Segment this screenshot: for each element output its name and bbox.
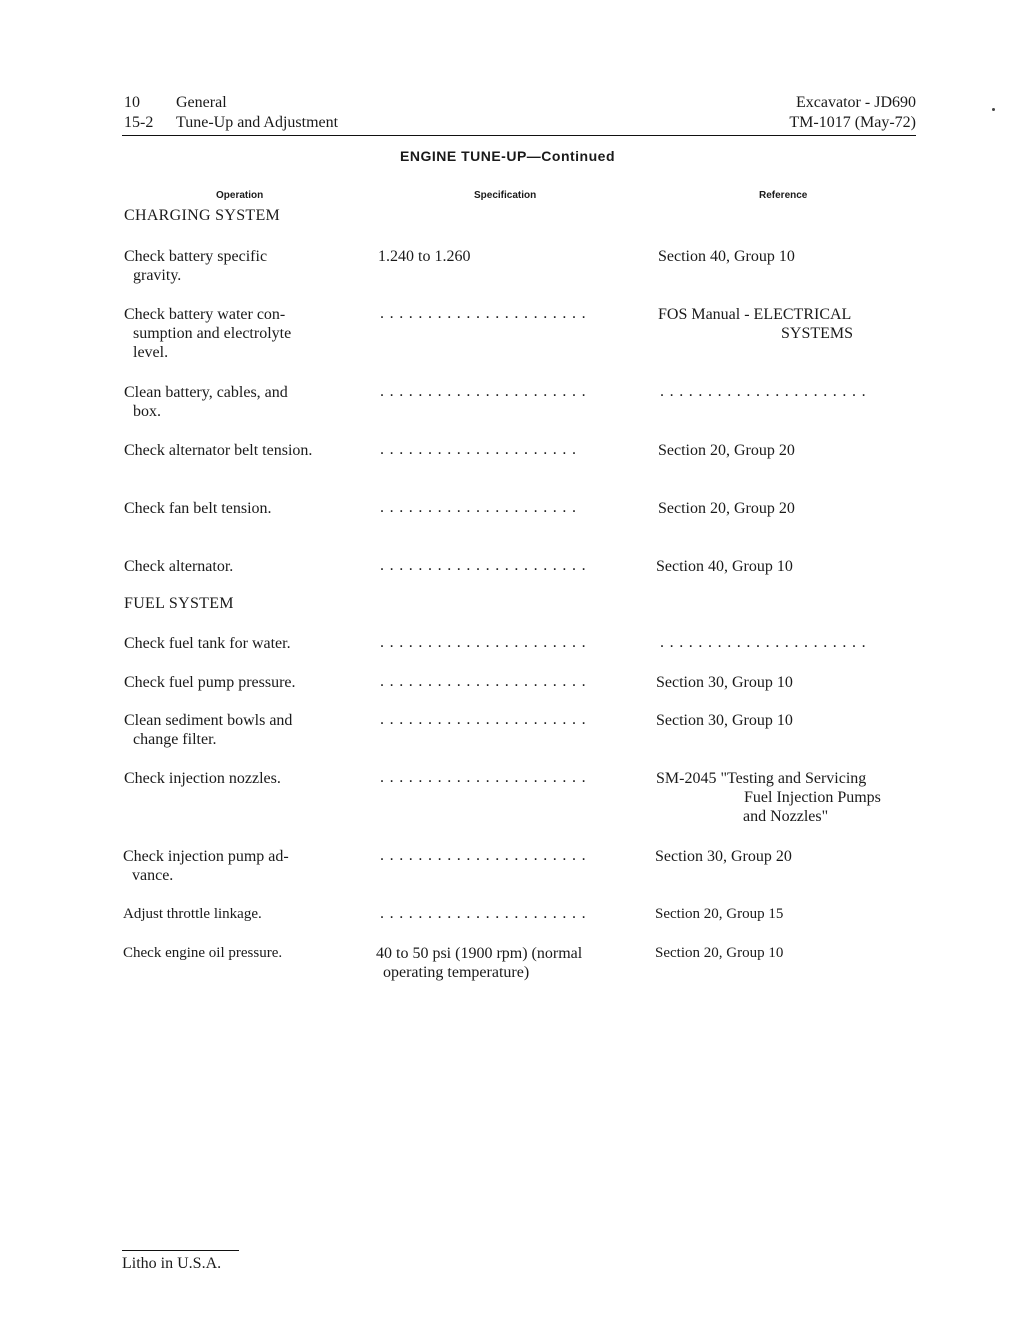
row-specification-leader: ......................: [380, 905, 592, 922]
row-reference: Section 40, Group 10: [658, 248, 795, 265]
operation-line: Check battery water con-: [124, 306, 286, 323]
row-specification: [376, 944, 582, 982]
row-reference: Section 20, Group 20: [658, 442, 795, 459]
column-header-operation: Operation: [216, 190, 264, 201]
row-specification-leader: ......................: [380, 383, 592, 400]
row-reference: Section 20, Group 10: [655, 945, 784, 961]
row-operation: [124, 305, 291, 362]
row-specification-leader: ......................: [380, 634, 592, 651]
row-operation: Check fan belt tension.: [124, 500, 272, 517]
section-heading-fuel: FUEL SYSTEM: [124, 595, 234, 612]
footer-imprint: Litho in U.S.A.: [122, 1255, 222, 1272]
header-manual-id: TM-1017 (May-72): [789, 114, 916, 131]
section-heading-charging: CHARGING SYSTEM: [124, 207, 281, 224]
row-reference: Section 20, Group 20: [658, 500, 795, 517]
operation-line: box.: [133, 403, 161, 420]
header-section-title: General: [176, 94, 227, 111]
row-operation: [123, 847, 289, 885]
row-reference: [656, 769, 881, 826]
row-reference: Section 30, Group 10: [656, 674, 793, 691]
row-specification-leader: ......................: [380, 557, 592, 574]
reference-line: and Nozzles": [743, 808, 829, 825]
row-specification-leader: ......................: [380, 305, 592, 322]
row-operation: [124, 383, 288, 421]
row-operation: Check injection nozzles.: [124, 770, 281, 787]
row-operation: [124, 247, 267, 285]
header-group-number: 15-2: [124, 114, 154, 131]
row-specification-leader: ......................: [380, 769, 592, 786]
footer-rule: [122, 1250, 239, 1251]
row-specification-leader: .....................: [380, 499, 582, 516]
row-reference: Section 30, Group 10: [656, 712, 793, 729]
row-operation: Adjust throttle linkage.: [123, 906, 262, 922]
column-header-specification: Specification: [474, 190, 537, 201]
operation-line: change filter.: [133, 731, 217, 748]
header-rule: [122, 135, 916, 136]
row-operation: [124, 711, 292, 749]
reference-line: Fuel Injection Pumps: [744, 789, 881, 806]
reference-line: SM-2045 "Testing and Servicing: [656, 770, 867, 787]
page-title: ENGINE TUNE-UP—Continued: [400, 148, 615, 164]
row-reference: Section 20, Group 15: [655, 906, 784, 922]
row-reference-leader: ......................: [660, 634, 872, 651]
operation-line: Check injection pump ad-: [123, 848, 289, 865]
row-operation: Check engine oil pressure.: [123, 945, 283, 961]
row-operation: Check fuel pump pressure.: [124, 674, 296, 691]
row-reference: Section 30, Group 20: [655, 848, 792, 865]
operation-line: sumption and electrolyte: [133, 325, 292, 342]
header-machine: Excavator - JD690: [796, 94, 916, 111]
row-specification-leader: ......................: [380, 847, 592, 864]
page-speck: [992, 108, 995, 111]
column-header-reference: Reference: [759, 190, 808, 201]
row-specification-leader: ......................: [380, 673, 592, 690]
reference-line: SYSTEMS: [781, 325, 854, 342]
row-specification-leader: .....................: [380, 441, 582, 458]
reference-line: FOS Manual - ELECTRICAL: [658, 306, 852, 323]
row-operation: Check fuel tank for water.: [124, 635, 291, 652]
header-section-number: 10: [124, 94, 140, 111]
operation-line: gravity.: [133, 267, 182, 284]
operation-line: vance.: [132, 867, 174, 884]
row-reference: [658, 305, 853, 343]
row-operation: Check alternator belt tension.: [124, 442, 313, 459]
row-specification: 1.240 to 1.260: [378, 248, 471, 265]
row-reference: Section 40, Group 10: [656, 558, 793, 575]
specification-line: operating temperature): [383, 964, 530, 981]
operation-line: level.: [133, 344, 169, 361]
operation-line: Clean battery, cables, and: [124, 384, 288, 401]
operation-line: Clean sediment bowls and: [124, 712, 293, 729]
operation-line: Check battery specific: [124, 248, 268, 265]
row-operation: Check alternator.: [124, 558, 234, 575]
row-specification-leader: ......................: [380, 711, 592, 728]
row-reference-leader: ......................: [660, 383, 872, 400]
specification-line: 40 to 50 psi (1900 rpm) (normal: [376, 945, 583, 962]
header-group-title: Tune-Up and Adjustment: [176, 114, 339, 131]
